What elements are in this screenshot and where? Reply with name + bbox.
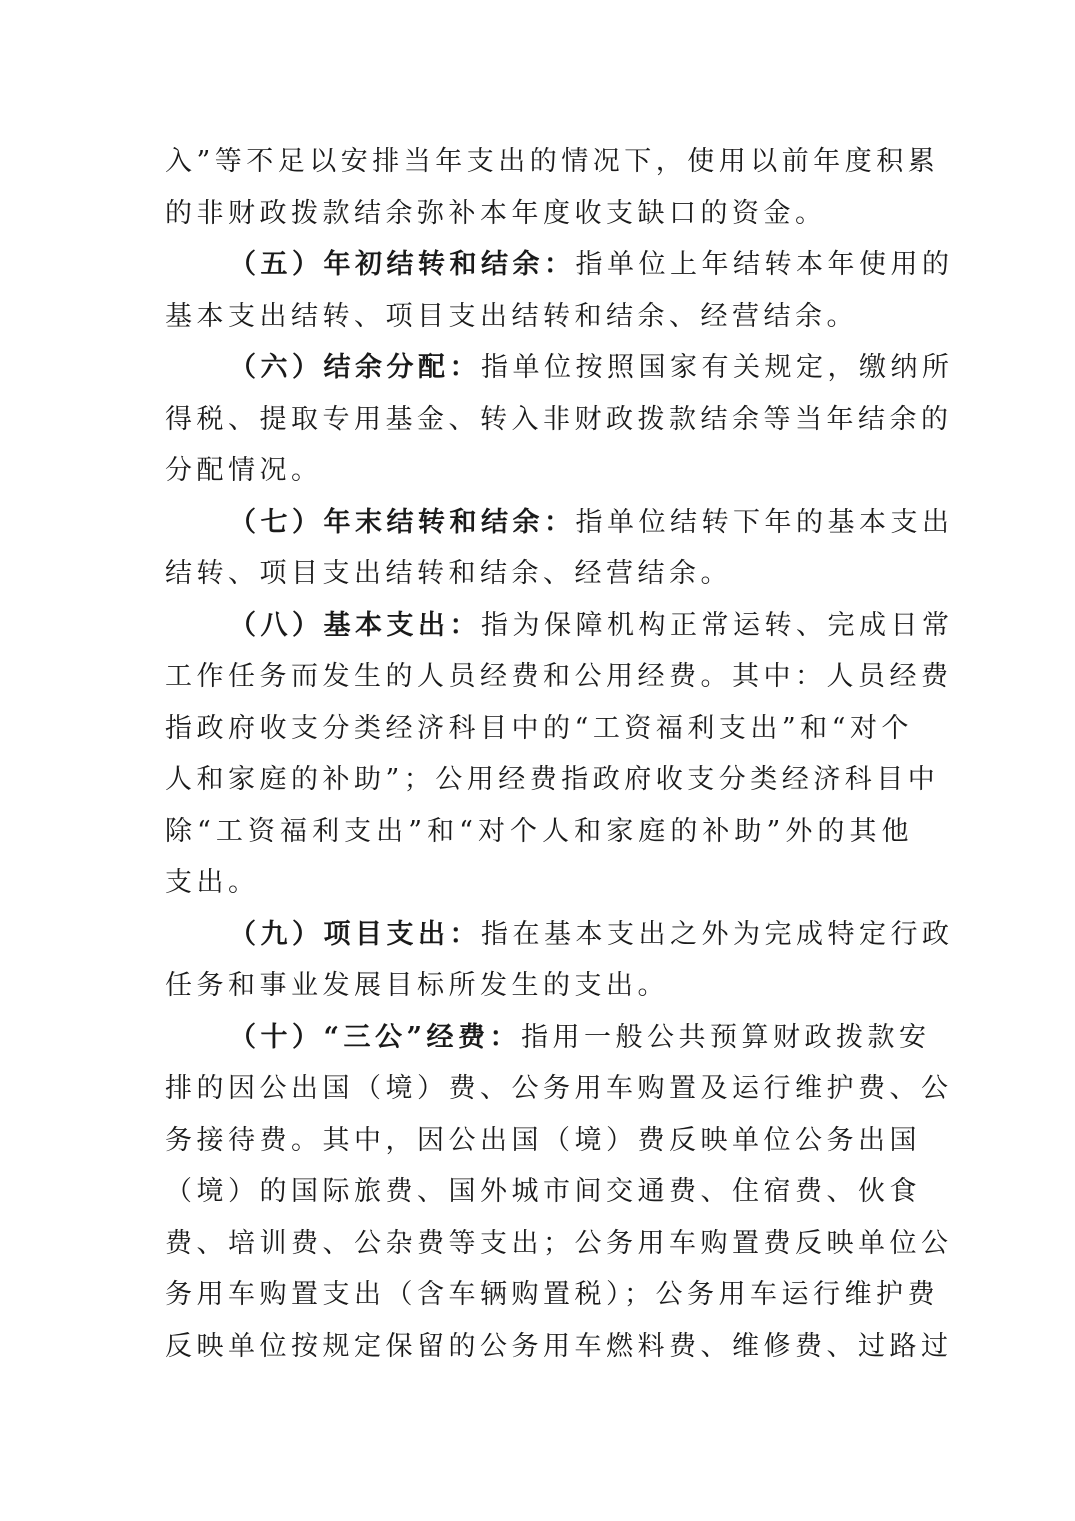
text-line-22	[165, 1218, 953, 1270]
document-page	[165, 136, 954, 1372]
text-line-14	[165, 806, 913, 858]
line-text: 支出。	[165, 867, 260, 898]
line-text: 指单位上年结转本年使用的	[575, 249, 954, 280]
text-line-12	[165, 703, 913, 755]
line-text: 除“工资福利支出”和“对个人和家庭的补助”外的其他	[165, 815, 913, 847]
section-heading: （八）基本支出：	[229, 609, 481, 641]
text-line-15	[165, 857, 913, 909]
line-text: 指为保障机构正常运转、完成日常	[481, 609, 954, 641]
section-heading-line-5	[165, 239, 954, 291]
section-heading: （九）项目支出：	[229, 918, 481, 950]
line-text: 指政府收支分类经济科目中的“工资福利支出”和“对个	[165, 712, 913, 744]
text-line-13	[165, 754, 940, 806]
line-text: 人和家庭的补助”；公用经费指政府收支分类经济科目中	[165, 764, 940, 795]
section-heading-line-10	[165, 1012, 931, 1064]
line-text: 分配情况。	[165, 455, 323, 486]
line-text: 排的因公出国（境）费、公务用车购置及运行维护费、公	[165, 1073, 953, 1104]
section-heading: （五）年初结转和结余：	[229, 249, 576, 280]
text-line-21	[165, 1166, 921, 1218]
line-text: 指单位结转下年的基本支出	[575, 506, 954, 538]
section-heading: （十）“三公”经费：	[229, 1021, 522, 1053]
text-line-17	[165, 960, 913, 1012]
text-line-11	[165, 651, 953, 703]
text-line-1	[165, 136, 940, 188]
text-line-24	[165, 1321, 953, 1373]
text-line-2	[165, 188, 913, 240]
text-line-4	[165, 291, 913, 343]
section-heading-line-6	[165, 342, 954, 394]
text-line-19	[165, 1063, 953, 1115]
section-heading-line-7	[165, 497, 954, 549]
line-text: 指在基本支出之外为完成特定行政	[481, 918, 954, 950]
line-text: 费、培训费、公杂费等支出；公务用车购置费反映单位公	[165, 1227, 953, 1259]
line-text: 反映单位按规定保留的公务用车燃料费、维修费、过路过	[165, 1330, 953, 1362]
section-heading-line-8	[165, 600, 954, 652]
line-text: 务接待费。其中，因公出国（境）费反映单位公务出国	[165, 1124, 921, 1156]
line-text: 基本支出结转、项目支出结转和结余、经营结余。	[165, 300, 858, 332]
text-line-7	[165, 445, 913, 497]
section-heading: （七）年末结转和结余：	[229, 506, 576, 538]
line-text: （境）的国际旅费、国外城市间交通费、住宿费、伙食	[165, 1176, 921, 1207]
text-line-6	[165, 394, 953, 446]
line-text: 指单位按照国家有关规定，缴纳所	[481, 352, 954, 383]
line-text: 工作任务而发生的人员经费和公用经费。其中：人员经费	[165, 661, 953, 692]
text-line-20	[165, 1115, 921, 1167]
line-text: 的非财政拨款结余弥补本年度收支缺口的资金。	[165, 197, 827, 229]
section-heading-line-9	[165, 909, 954, 961]
line-text: 务用车购置支出（含车辆购置税）；公务用车运行维护费	[165, 1279, 939, 1310]
line-text: 结转、项目支出结转和结余、经营结余。	[165, 558, 732, 589]
line-text: 任务和事业发展目标所发生的支出。	[165, 970, 669, 1001]
text-line-23	[165, 1269, 939, 1321]
line-text: 得税、提取专用基金、转入非财政拨款结余等当年结余的	[165, 403, 953, 435]
line-text: 入”等不足以安排当年支出的情况下，使用以前年度积累	[165, 146, 940, 177]
section-heading: （六）结余分配：	[229, 352, 481, 383]
line-text: 指用一般公共预算财政拨款安	[521, 1021, 931, 1053]
text-line-9	[165, 548, 913, 600]
